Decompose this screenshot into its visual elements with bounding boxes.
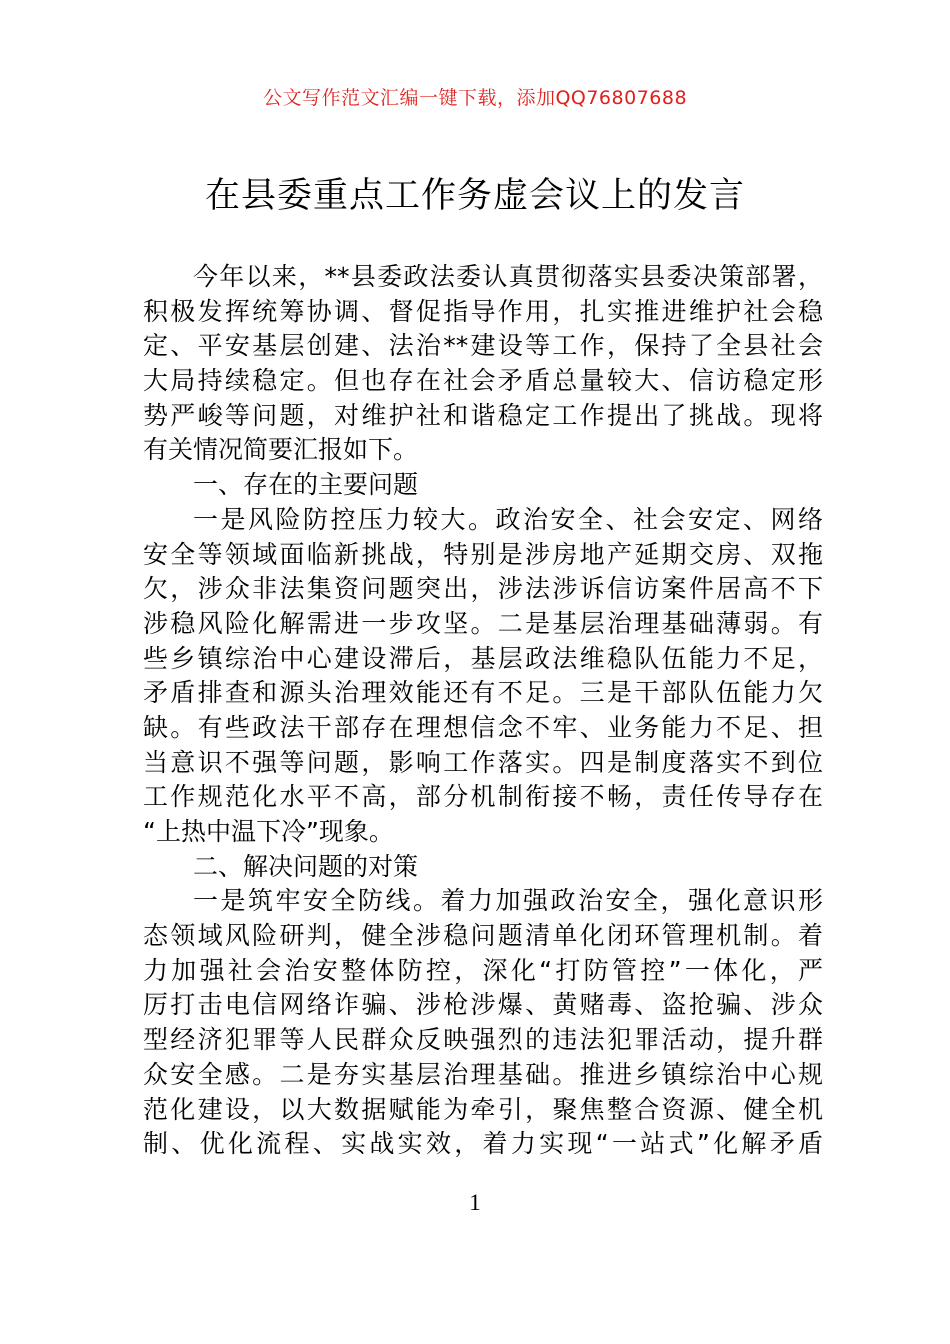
page-number: 1	[469, 1190, 481, 1215]
body-line: 势严峻等问题，对维护社和谐稳定工作提出了挑战。现将	[143, 400, 823, 430]
body-line: 矛盾排查和源头治理效能还有不足。三是干部队伍能力欠	[143, 678, 823, 708]
body-line: 今年以来，**县委政法委认真贯彻落实县委决策部署，	[193, 262, 823, 291]
body-line: 制、优化流程、实战实效，着力实现“一站式”化解矛盾	[143, 1129, 823, 1159]
promo-banner: 公文写作范文汇编一键下载，添加QQ76807688	[262, 87, 688, 109]
document-body	[143, 260, 823, 1162]
body-line: 安全等领域面临新挑战，特别是涉房地产延期交房、双拖	[143, 539, 823, 569]
body-line: 力加强社会治安整体防控，深化“打防管控”一体化，严	[143, 955, 823, 985]
body-line: 积极发挥统筹协调、督促指导作用，扎实推进维护社会稳	[143, 296, 823, 326]
body-line: 态领域风险研判，健全涉稳问题清单化闭环管理机制。着	[143, 921, 823, 951]
body-line: 有关情况简要汇报如下。	[143, 435, 419, 465]
body-line: 欠，涉众非法集资问题突出，涉法涉诉信访案件居高不下	[143, 574, 823, 604]
body-line: 涉稳风险化解需进一步攻坚。二是基层治理基础薄弱。有	[143, 608, 823, 638]
body-line: 定、平安基层创建、法治**建设等工作，保持了全县社会	[143, 331, 823, 361]
document-title: 在县委重点工作务虚会议上的发言	[204, 176, 745, 216]
body-line: 二、解决问题的对策	[193, 851, 419, 881]
body-line: 缺。有些政法干部存在理想信念不牢、业务能力不足、担	[143, 712, 823, 742]
body-line: 范化建设，以大数据赋能为牵引，聚焦整合资源、健全机	[143, 1094, 823, 1124]
body-line: 一是筑牢安全防线。着力加强政治安全，强化意识形	[193, 886, 823, 916]
body-line: 型经济犯罪等人民群众反映强烈的违法犯罪活动，提升群	[143, 1025, 823, 1055]
body-line: 些乡镇综治中心建设滞后，基层政法维稳队伍能力不足，	[143, 643, 823, 673]
body-line: 工作规范化水平不高，部分机制衔接不畅，责任传导存在	[143, 782, 823, 812]
body-line: 众安全感。二是夯实基层治理基础。推进乡镇综治中心规	[143, 1059, 823, 1089]
body-line: 大局持续稳定。但也存在社会矛盾总量较大、信访稳定形	[143, 366, 823, 396]
body-line: “上热中温下冷”现象。	[143, 817, 394, 846]
body-line: 厉打击电信网络诈骗、涉枪涉爆、黄赌毒、盗抢骗、涉众	[143, 990, 823, 1020]
body-line: 一、存在的主要问题	[193, 470, 419, 500]
body-line: 一是风险防控压力较大。政治安全、社会安定、网络	[193, 504, 823, 534]
body-line: 当意识不强等问题，影响工作落实。四是制度落实不到位	[143, 747, 823, 777]
